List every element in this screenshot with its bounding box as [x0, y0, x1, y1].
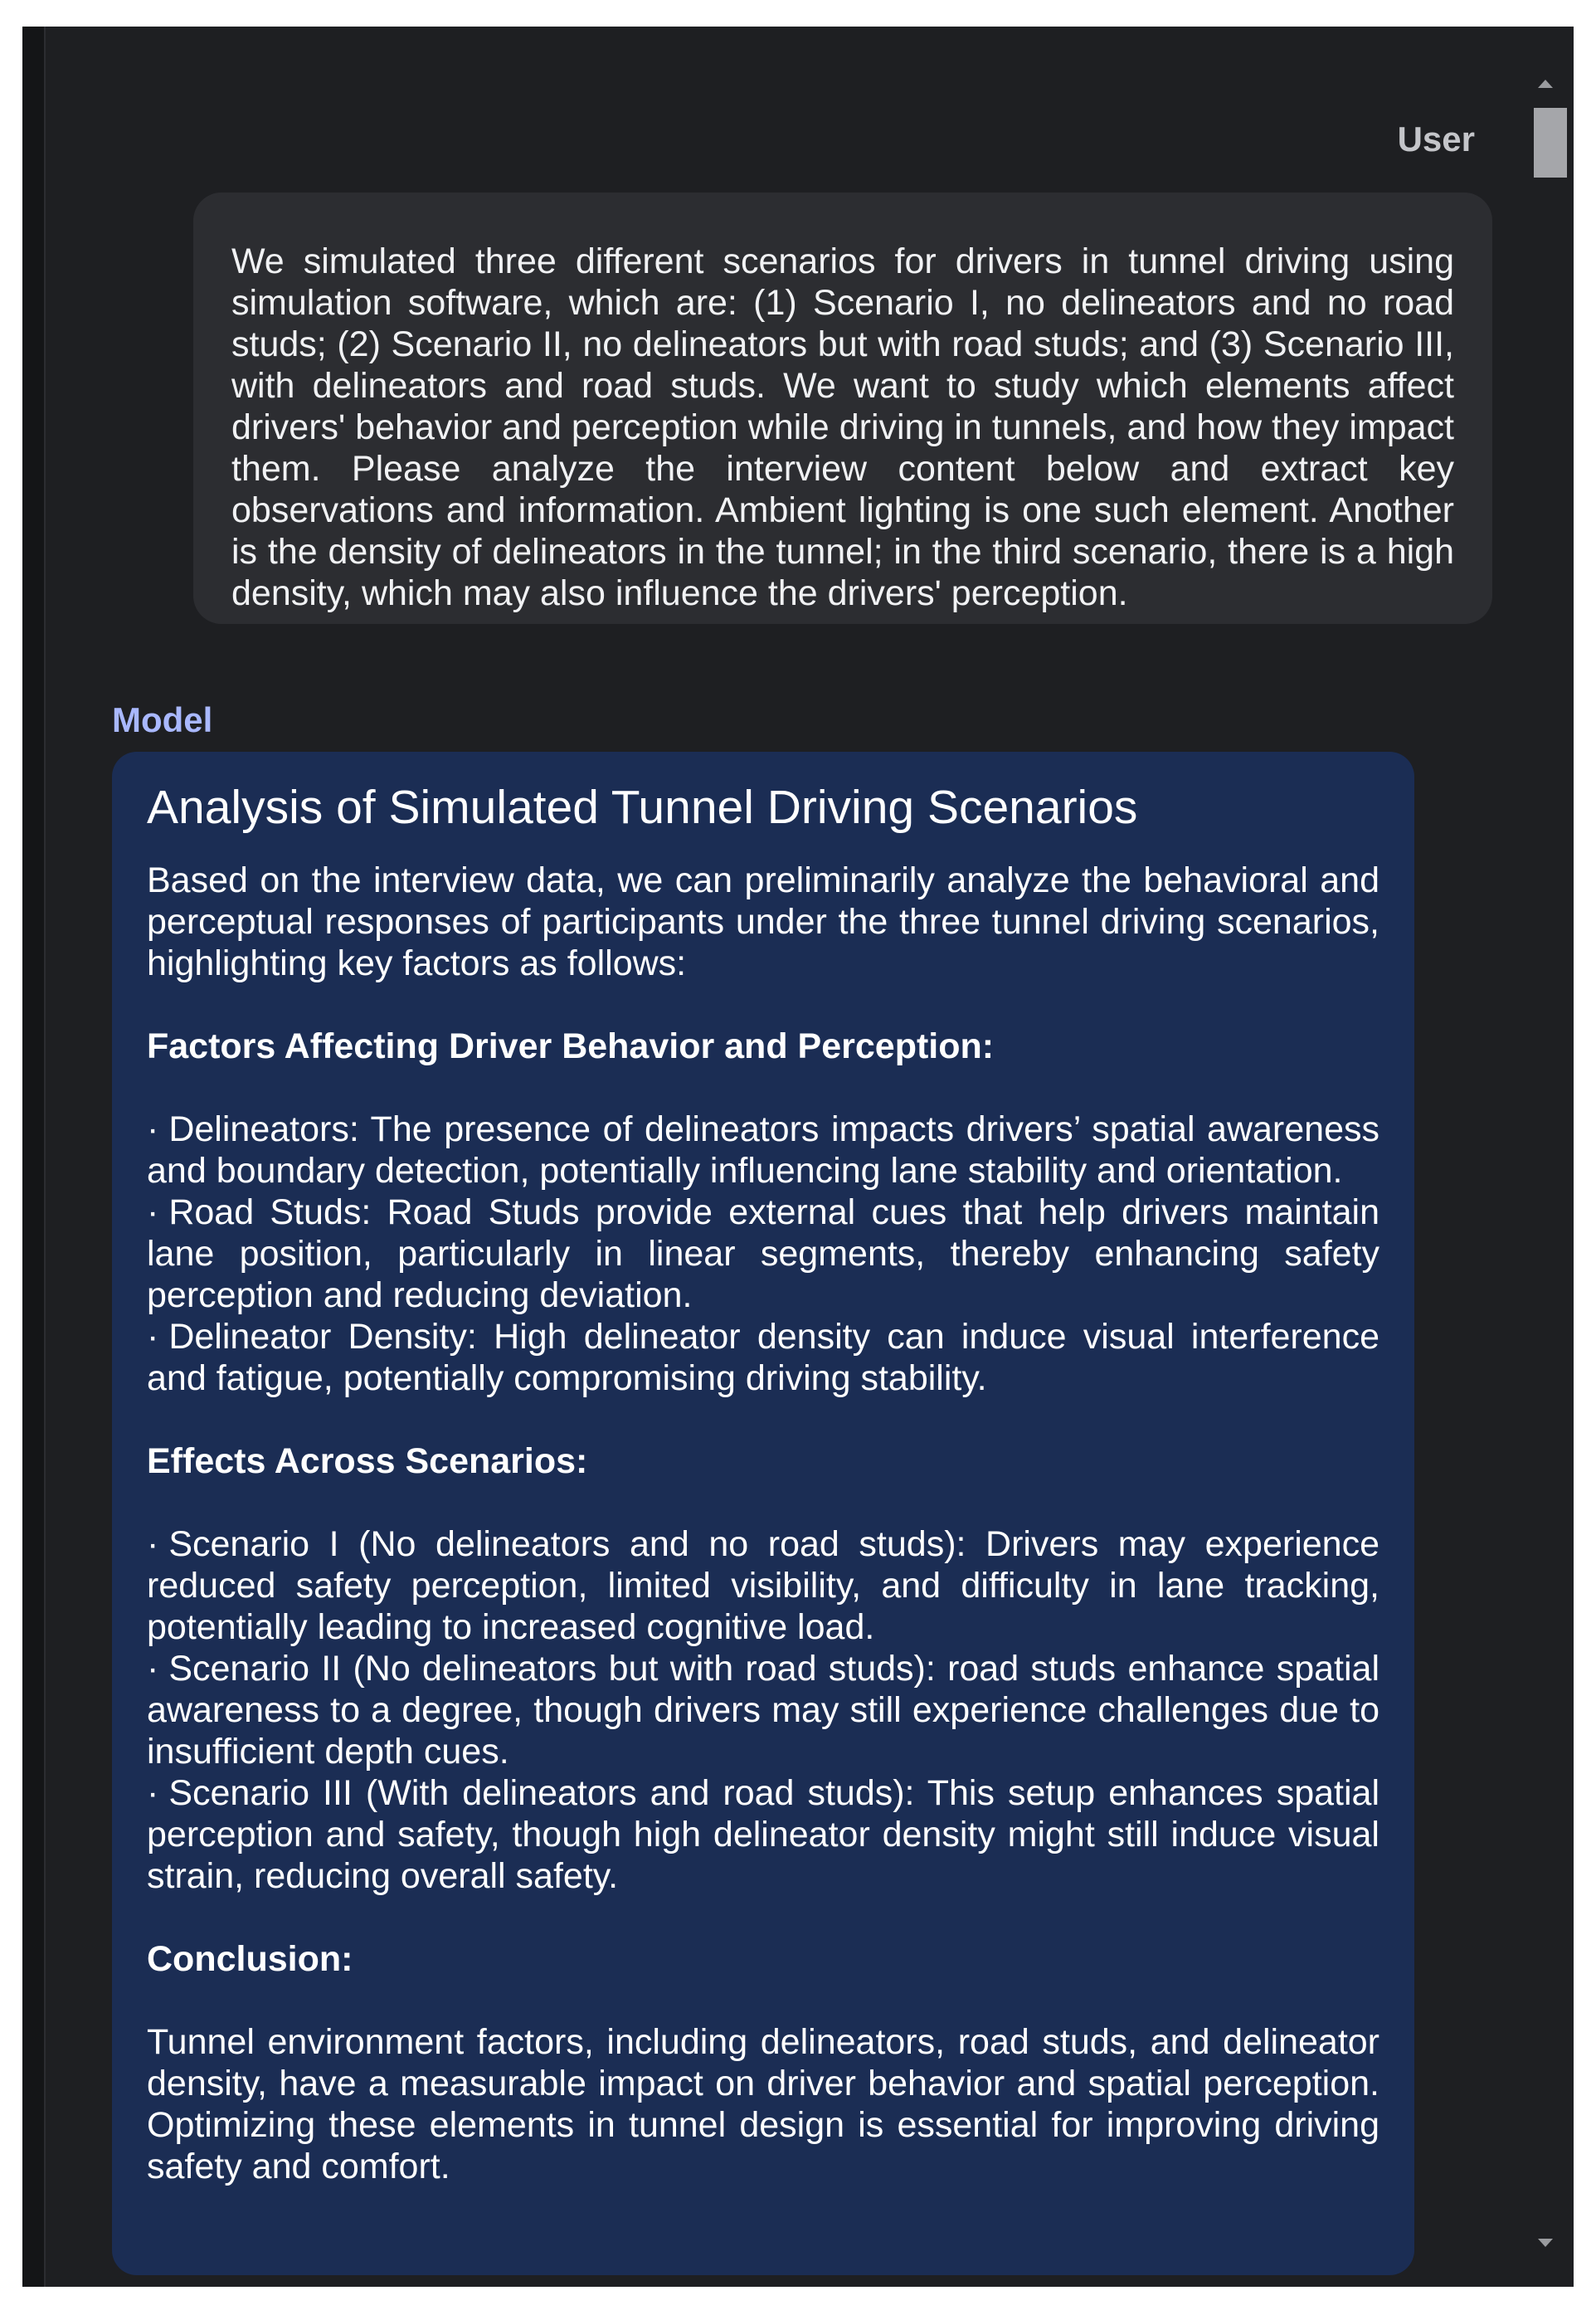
factors-list — [147, 1109, 1379, 1399]
factors-heading: Factors Affecting Driver Behavior and Perception: — [147, 1026, 995, 1066]
response-title: Analysis of Simulated Tunnel Driving Scenarios — [147, 781, 1138, 834]
model-role-label: Model — [112, 700, 213, 739]
chat-transcript[interactable] — [46, 27, 1574, 2287]
bullet-icon: · — [147, 1649, 159, 1689]
bullet-icon: · — [147, 1524, 159, 1564]
scroll-down-arrow-icon[interactable] — [1538, 2239, 1553, 2247]
conclusion-text: Tunnel environment factors, including delineators, road studs, and delineator density, have a measurable impact on driver behavior and spatial perception. Optimizing these elements in tunnel design is essential for improving driving safety and comfort. — [147, 2022, 1379, 2186]
bullet-icon: · — [147, 1317, 159, 1357]
bullet-icon: · — [147, 1773, 159, 1813]
list-item: · Scenario I (No delineators and no road studs): Drivers may experience reduced safety perception, limited visibility, and difficulty in lane tracking, potentially leading to increased cognitive load. — [147, 1524, 1379, 1647]
effects-list — [147, 1523, 1379, 1897]
user-role-label: User — [1397, 119, 1475, 158]
bullet-icon: · — [147, 1192, 159, 1232]
scroll-up-arrow-icon[interactable] — [1538, 80, 1553, 88]
window-left-edge — [22, 27, 44, 2287]
user-message-text: We simulated three different scenarios for drivers in tunnel driving using simulation software, which are: (1) Scenario I, no delineators and no road studs; (2) Scenario II, no delineators but with road studs; and (3) Scenario III, with delineators and road studs. We want to study which elements affect drivers' behavior and perception while driving in tunnels, and how they impact them. Please analyze the interview content below and extract key observations and information. Ambient lighting is one such element. Another is the density of delineators in the tunnel; in the third scenario, there is a high density, which may also influence the drivers' perception. — [231, 241, 1454, 613]
chat-window — [22, 27, 1574, 2287]
vertical-scrollbar[interactable] — [1516, 27, 1574, 2287]
conclusion-heading: Conclusion: — [147, 1939, 353, 1979]
list-item: · Delineators: The presence of delineators impacts drivers’ spatial awareness and boundary detection, potentially influencing lane stability and orientation. — [147, 1109, 1379, 1191]
list-item: · Delineator Density: High delineator density can induce visual interference and fatigue, potentially compromising driving stability. — [147, 1317, 1379, 1398]
list-item: · Scenario II (No delineators but with road studs): road studs enhance spatial awareness to a degree, though drivers may still experience challenges due to insufficient depth cues. — [147, 1649, 1379, 1772]
bullet-icon: · — [147, 1109, 159, 1149]
list-item: · Road Studs: Road Studs provide external cues that help drivers maintain lane position, particularly in linear segments, thereby enhancing safety perception and reducing deviation. — [147, 1192, 1379, 1315]
user-message-bubble — [193, 193, 1492, 624]
scrollbar-thumb[interactable] — [1534, 108, 1567, 178]
list-item: · Scenario III (With delineators and road studs): This setup enhances spatial perception and safety, though high delineator density might still induce visual strain, reducing overall safety. — [147, 1773, 1379, 1896]
effects-heading: Effects Across Scenarios: — [147, 1441, 588, 1481]
response-intro: Based on the interview data, we can preliminarily analyze the behavioral and perceptual responses of participants under the three tunnel driving scenarios, highlighting key factors as follows: — [147, 860, 1379, 983]
model-response-card — [112, 752, 1414, 2275]
